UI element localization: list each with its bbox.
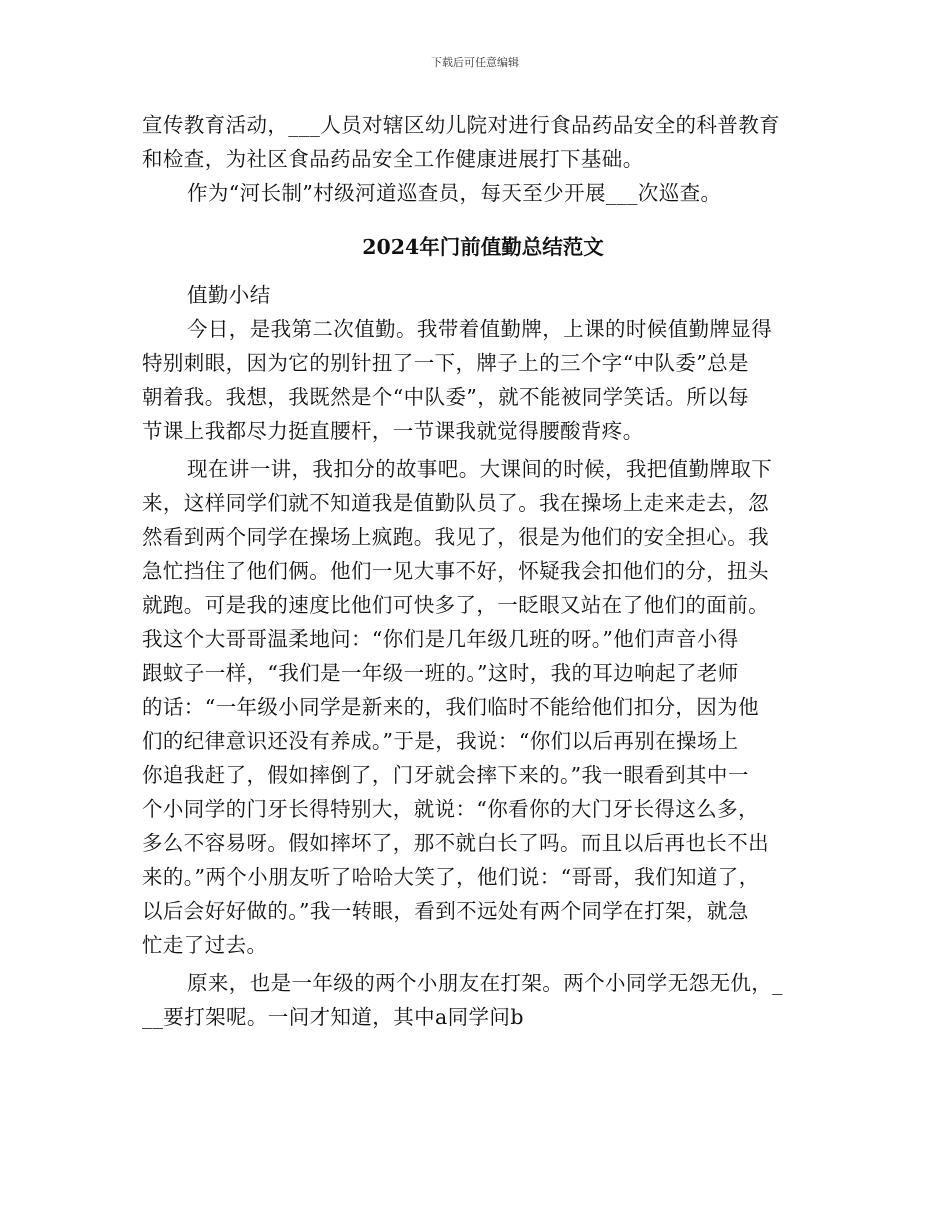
paragraph-line: 特别刺眼，因为它的别针扭了一下，牌子上的三个字“中队委”总是 <box>142 351 749 375</box>
paragraph-line: 今日，是我第二次值勤。我带着值勤牌，上课的时候值勤牌显得 <box>187 317 773 341</box>
paragraph-line: 原来，也是一年级的两个小朋友在打架。两个小同学无怨无仇，_ <box>187 971 783 995</box>
paragraph-line: 来，这样同学们就不知道我是值勤队员了。我在操场上走来走去，忽 <box>142 491 769 515</box>
paragraph-line: 你追我赶了，假如摔倒了，门牙就会摔下来的。”我一眼看到其中一 <box>142 763 749 787</box>
paragraph-line: 跟蚊子一样，“我们是一年级一班的。”这时，我的耳边响起了老师 <box>142 661 739 685</box>
section-label: 值勤小结 <box>187 283 271 307</box>
paragraph-3 <box>142 966 824 1034</box>
paragraph-line: 就跑。可是我的速度比他们可快多了，一眨眼又站在了他们的面前。 <box>142 593 769 617</box>
paragraph-line: 来的。”两个小朋友听了哈哈大笑了，他们说：“哥哥，我们知道了， <box>142 865 760 889</box>
paragraph-line: 们的纪律意识还没有养成。”于是，我说：“你们以后再别在操场上 <box>142 729 739 753</box>
paragraph-line: 节课上我都尽力挺直腰杆，一节课我就觉得腰酸背疼。 <box>142 419 644 443</box>
paragraph-line: __要打架呢。一问才知道，其中a同学问b <box>142 1005 524 1029</box>
document-body <box>142 108 824 1034</box>
paragraph-line: 的话：“一年级小同学是新来的，我们临时不能给他们扣分，因为他 <box>142 695 759 719</box>
page-header: 下载后可任意编辑 <box>431 56 519 69</box>
paragraph-line: 现在讲一讲，我扣分的故事吧。大课间的时候，我把值勤牌取下 <box>187 457 773 481</box>
paragraph-line: 忙走了过去。 <box>142 933 268 957</box>
intro-line-1: 宣传教育活动，___人员对辖区幼儿院对进行食品药品安全的科普教育 <box>142 113 781 137</box>
paragraph-2 <box>142 452 824 962</box>
intro-line-2: 和检查，为社区食品药品安全工作健康进展打下基础。 <box>142 147 644 171</box>
paragraph-line: 然看到两个同学在操场上疯跑。我见了，很是为他们的安全担心。我 <box>142 525 769 549</box>
document-title: 2024年门前值勤总结范文 <box>362 235 604 259</box>
paragraph-line: 个小同学的门牙长得特别大，就说：“你看你的大门牙长得这么多， <box>142 797 759 821</box>
paragraph-1 <box>142 312 824 448</box>
paragraph-line: 以后会好好做的。”我一转眼，看到不远处有两个同学在打架，就急 <box>142 899 749 923</box>
paragraph-line: 我这个大哥哥温柔地问：“你们是几年级几班的呀。”他们声音小得 <box>142 627 739 651</box>
paragraph-line: 急忙挡住了他们俩。他们一见大事不好，怀疑我会扣他们的分，扭头 <box>142 559 769 583</box>
intro-line-3: 作为“河长制”村级河道巡查员，每天至少开展___次巡查。 <box>187 181 722 205</box>
paragraph-line: 朝着我。我想，我既然是个“中队委”，就不能被同学笑话。所以每 <box>142 385 749 409</box>
paragraph-line: 多么不容易呀。假如摔坏了，那不就白长了吗。而且以后再也长不出 <box>142 831 769 855</box>
